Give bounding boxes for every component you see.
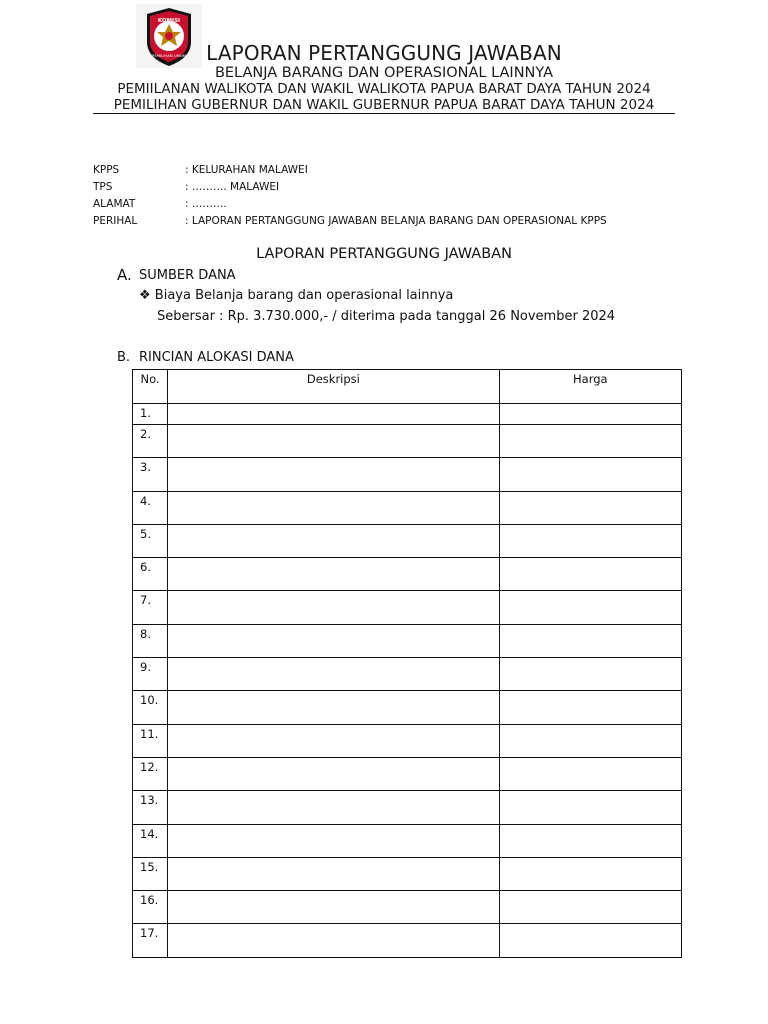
column-header-price: Harga: [499, 370, 681, 404]
row-number: 17.: [133, 924, 168, 957]
row-number: 5.: [133, 524, 168, 557]
description-cell[interactable]: [168, 891, 500, 924]
report-header-election-mayor: PEMIILANAN WALIKOTA DAN WAKIL WALIKOTA PAPUA BARAT DAYA TAHUN 2024: [117, 81, 651, 97]
row-number: 4.: [133, 491, 168, 524]
price-cell[interactable]: [499, 458, 681, 491]
table-row: [133, 524, 682, 557]
price-cell[interactable]: [499, 425, 681, 458]
description-cell[interactable]: [168, 658, 500, 691]
table-row: [133, 891, 682, 924]
section-a-title: SUMBER DANA: [139, 268, 236, 283]
row-number: 10.: [133, 691, 168, 724]
description-cell[interactable]: [168, 857, 500, 890]
price-cell[interactable]: [499, 891, 681, 924]
description-cell[interactable]: [168, 458, 500, 491]
row-number: 7.: [133, 591, 168, 624]
table-row: [133, 404, 682, 425]
description-cell[interactable]: [168, 404, 500, 425]
row-number: 14.: [133, 824, 168, 857]
funding-source-text: Biaya Belanja barang dan operasional lainnya: [154, 288, 454, 303]
info-label: ALAMAT: [93, 198, 136, 210]
description-cell[interactable]: [168, 924, 500, 957]
info-value: : ……….: [185, 198, 227, 210]
info-value: : LAPORAN PERTANGGUNG JAWABAN BELANJA BARANG DAN OPERASIONAL KPPS: [185, 215, 607, 227]
column-header-no: No.: [133, 370, 168, 404]
table-row: [133, 924, 682, 957]
row-number: 13.: [133, 791, 168, 824]
svg-text:KOMISI: KOMISI: [157, 18, 181, 24]
description-cell[interactable]: [168, 425, 500, 458]
allocation-table: [132, 369, 682, 958]
table-row: [133, 658, 682, 691]
price-cell[interactable]: [499, 691, 681, 724]
price-cell[interactable]: [499, 724, 681, 757]
info-label: PERIHAL: [93, 215, 138, 227]
table-row: [133, 791, 682, 824]
row-number: 8.: [133, 624, 168, 657]
price-cell[interactable]: [499, 824, 681, 857]
description-cell[interactable]: [168, 558, 500, 591]
row-number: 15.: [133, 857, 168, 890]
description-cell[interactable]: [168, 791, 500, 824]
table-row: [133, 591, 682, 624]
price-cell[interactable]: [499, 757, 681, 790]
info-value: : ………. MALAWEI: [185, 181, 280, 193]
table-row: [133, 458, 682, 491]
table-row: [133, 757, 682, 790]
price-cell[interactable]: [499, 524, 681, 557]
row-number: 6.: [133, 558, 168, 591]
description-cell[interactable]: [168, 624, 500, 657]
price-cell[interactable]: [499, 658, 681, 691]
table-header-row: [133, 370, 682, 404]
table-row: [133, 857, 682, 890]
price-cell[interactable]: [499, 591, 681, 624]
row-number: 11.: [133, 724, 168, 757]
report-header-title: LAPORAN PERTANGGUNG JAWABAN: [206, 41, 562, 65]
svg-text:PEMILIHAN UMUM: PEMILIHAN UMUM: [152, 53, 186, 58]
info-value: : KELURAHAN MALAWEI: [185, 164, 308, 176]
info-label: KPPS: [93, 164, 120, 176]
header-underline: [93, 113, 675, 114]
table-row: [133, 624, 682, 657]
row-number: 1.: [133, 404, 168, 425]
row-number: 12.: [133, 757, 168, 790]
funding-amount-text: Sebersar : Rp. 3.730.000,- / diterima pada tanggal 26 November 2024: [157, 309, 616, 324]
report-title: LAPORAN PERTANGGUNG JAWABAN: [256, 246, 512, 262]
column-header-description: Deskripsi: [168, 370, 500, 404]
description-cell[interactable]: [168, 757, 500, 790]
section-b-title: RINCIAN ALOKASI DANA: [139, 350, 294, 365]
description-cell[interactable]: [168, 491, 500, 524]
row-number: 2.: [133, 425, 168, 458]
table-row: [133, 691, 682, 724]
table-row: [133, 558, 682, 591]
row-number: 3.: [133, 458, 168, 491]
description-cell[interactable]: [168, 591, 500, 624]
description-cell[interactable]: [168, 691, 500, 724]
description-cell[interactable]: [168, 824, 500, 857]
diamond-bullet-icon: ❖: [139, 288, 151, 303]
table-row: [133, 724, 682, 757]
report-header-election-governor: PEMILIHAN GUBERNUR DAN WAKIL GUBERNUR PAPUA BARAT DAYA TAHUN 2024: [113, 97, 655, 113]
price-cell[interactable]: [499, 924, 681, 957]
section-a-bullet: [139, 288, 453, 303]
price-cell[interactable]: [499, 558, 681, 591]
price-cell[interactable]: [499, 491, 681, 524]
section-a-letter: A.: [117, 266, 132, 284]
price-cell[interactable]: [499, 404, 681, 425]
price-cell[interactable]: [499, 857, 681, 890]
info-label: TPS: [93, 181, 113, 193]
price-cell[interactable]: [499, 791, 681, 824]
report-header-subtitle: BELANJA BARANG DAN OPERASIONAL LAINNYA: [214, 65, 554, 81]
row-number: 16.: [133, 891, 168, 924]
description-cell[interactable]: [168, 724, 500, 757]
price-cell[interactable]: [499, 624, 681, 657]
section-b-letter: B.: [117, 350, 131, 365]
table-row: [133, 491, 682, 524]
table-row: [133, 824, 682, 857]
table-row: [133, 425, 682, 458]
description-cell[interactable]: [168, 524, 500, 557]
row-number: 9.: [133, 658, 168, 691]
